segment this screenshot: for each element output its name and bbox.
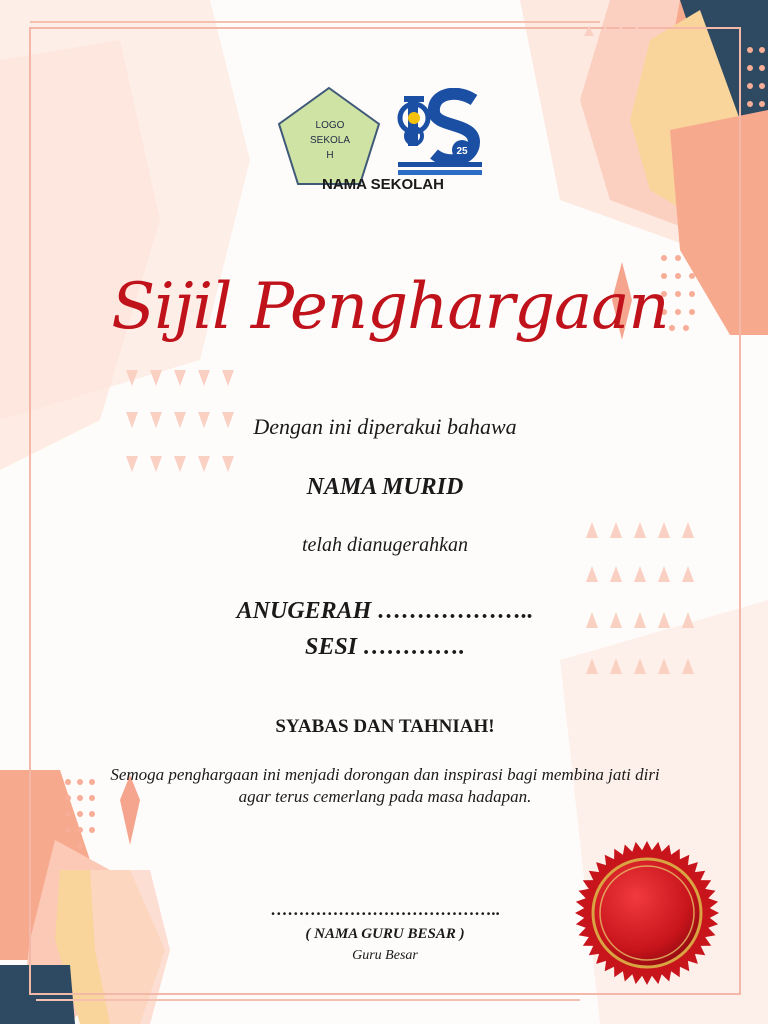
intro-text: Dengan ini diperakui bahawa	[253, 414, 517, 439]
message-text: Semoga penghargaan ini menjadi dorongan dan inspirasi bagi membina jati diri agar terus cemerlang pada masa hadapan.	[110, 765, 660, 806]
principal-title: Guru Besar	[352, 948, 418, 963]
student-name: NAMA MURID	[306, 474, 464, 500]
svg-text:25: 25	[456, 146, 468, 157]
award-line: ANUGERAH ………………..	[236, 598, 534, 624]
school-name: NAMA SEKOLAH	[322, 176, 444, 193]
ts25-logo	[396, 88, 484, 180]
congrats-text: SYABAS DAN TAHNIAH!	[275, 716, 495, 737]
certificate-title: Sijil Penghargaan	[111, 270, 669, 344]
awarded-text: telah dianugerahkan	[301, 534, 469, 556]
principal-name: ( NAMA GURU BESAR )	[305, 926, 465, 942]
session-line: SESI ………….	[304, 634, 466, 660]
signature-line: …………………………………..	[270, 900, 500, 919]
red-seal-icon	[574, 840, 720, 986]
school-logo-text: LOGO SEKOLA H	[309, 120, 351, 161]
